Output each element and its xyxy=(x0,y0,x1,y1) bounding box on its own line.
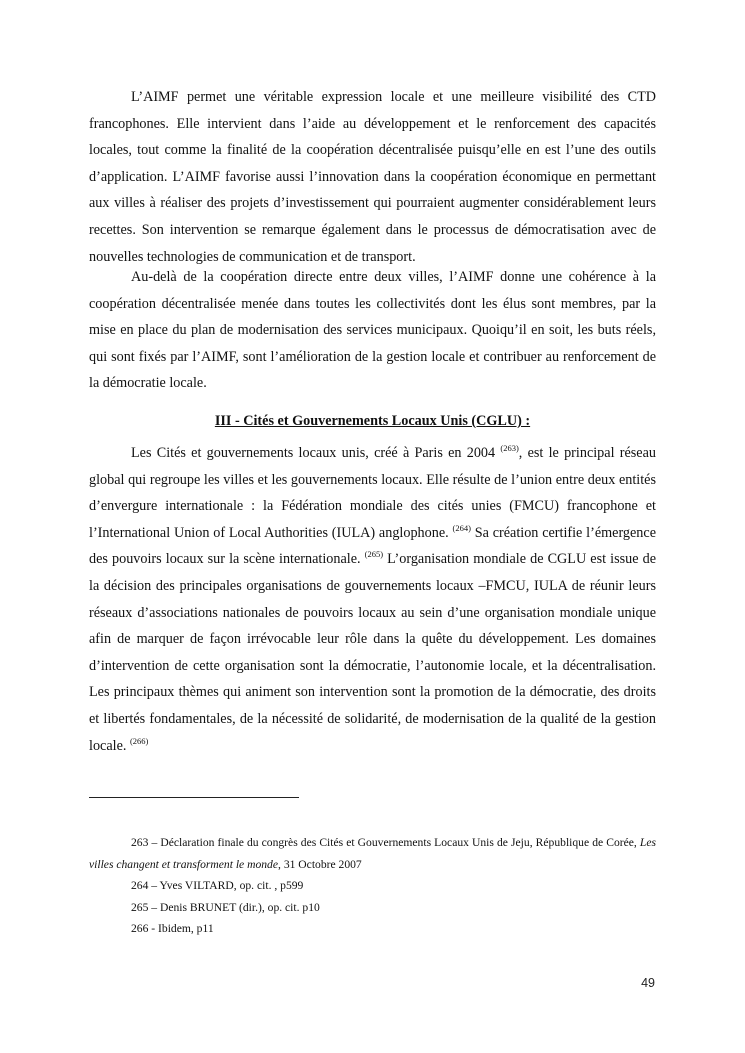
footnote-264: 264 – Yves VILTARD, op. cit. , p599 xyxy=(131,879,304,892)
footnote-separator xyxy=(89,797,299,798)
footnotes xyxy=(89,832,656,940)
text-run: Les Cités et gouvernements locaux unis, créé à Paris en 2004 xyxy=(131,445,501,461)
paragraph-aimf-coherence xyxy=(89,264,656,397)
footnote-title: Les villes changent et transforment le monde xyxy=(89,836,656,871)
footnote-ref-263: (263) xyxy=(500,443,519,453)
paragraph-text xyxy=(89,440,656,759)
paragraph-cglu xyxy=(89,440,656,759)
text-run: , est le principal réseau global qui regroupe les villes et les gouvernements locaux. Elle résulte de l’union entre deux entités d’envergure internationale : la Fédération mondiale des cités unies (FMCU) francophone et l’International Union of Local Authorities (IULA) anglophone. xyxy=(89,445,656,541)
footnote-ref-266: (266) xyxy=(129,735,149,746)
footnote-text: 263 – Déclaration finale du congrès des Cités et Gouvernements Locaux Unis de Jeju, République de Corée, xyxy=(131,836,640,849)
paragraph-aimf-visibility xyxy=(89,84,656,270)
section-heading xyxy=(89,408,656,435)
text-run: L’organisation mondiale de CGLU est issue de la décision des principales organisations de gouvernements locaux –FMCU, IULA de réunir leurs réseaux d’associations nationales de pouvoirs locaux au sein d’une organisation mondiale unique afin de marquer de façon irrévocable leur rôle dans la quête du développement. Les domaines d’intervention de cette organisation sont la démocratie, l’autonomie locale, et la décentralisation. Les principaux thèmes qui animent son intervention sont la promotion de la démocratie, des droits et libertés fondamentales, de la nécessité de solidarité, de modernisation de la qualité de la gestion locale. xyxy=(89,551,657,754)
paragraph-text: L’AIMF permet une véritable expression locale et une meilleure visibilité des CTD francophones. Elle intervient dans l’aide au développement et le renforcement des capacités locales, tout comme la finalité de la coopération décentralisée puisqu’elle en est l’une des outils d’application. L’AIMF favorise aussi l’innovation dans la coopération économique en permettant aux villes à réaliser des projets d’investissement qui pourraient augmenter considérablement leurs recettes. Son intervention se remarque également dans le processus de démocratisation avec de nouvelles technologies de communication et de transport. xyxy=(89,89,656,265)
footnote-text: , 31 Octobre 2007 xyxy=(278,857,362,871)
page-number: 49 xyxy=(641,976,655,990)
footnote-266: 266 - Ibidem, p11 xyxy=(131,922,214,935)
section-heading-text: III - Cités et Gouvernements Locaux Unis (CGLU) : xyxy=(214,413,531,429)
footnote-265: 265 – Denis BRUNET (dir.), op. cit. p10 xyxy=(131,900,320,914)
paragraph-text: Au-delà de la coopération directe entre deux villes, l’AIMF donne une cohérence à la coopération décentralisée menée dans toutes les collectivités dont les élus sont membres, par la mise en place du plan de modernisation des services municipaux. Quoiqu’il en soit, les buts réels, qui sont fixés par l’AIMF, sont l’amélioration de la gestion locale et contribuer au renforcement de la démocratie locale. xyxy=(89,269,656,392)
footnote-ref-265: (265) xyxy=(364,549,384,560)
footnote-263 xyxy=(89,832,656,875)
footnote-ref-264: (264) xyxy=(452,522,471,533)
text-run: Sa création certifie l’émergence des pouvoirs locaux sur la scène internationale. xyxy=(89,524,656,568)
